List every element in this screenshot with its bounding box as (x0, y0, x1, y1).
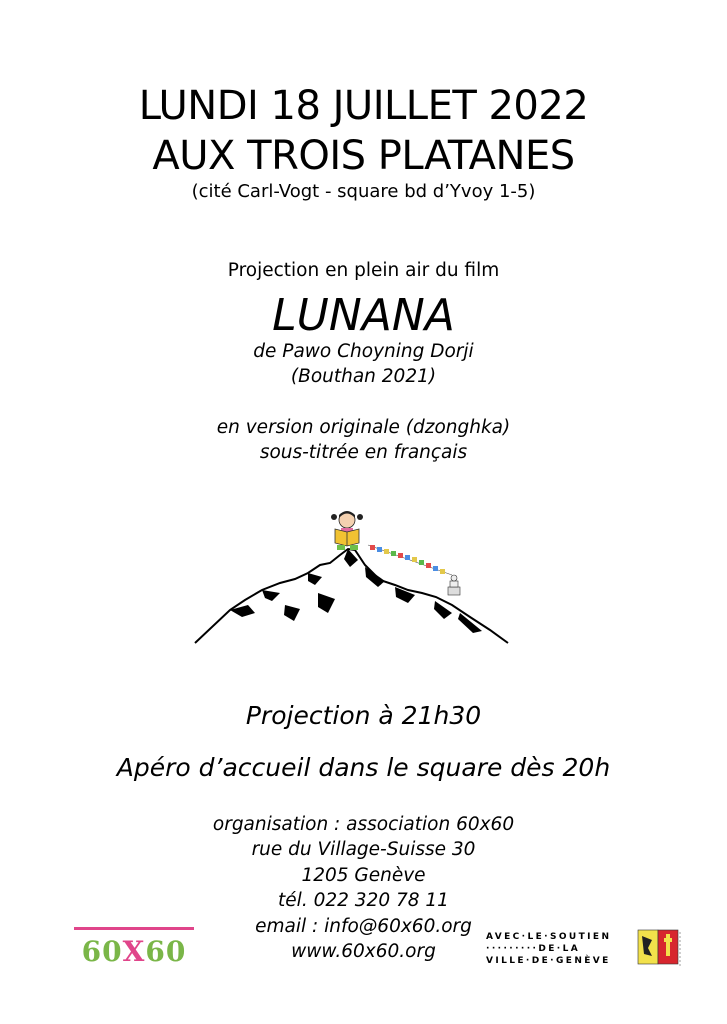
projection-time: Projection à 21h30 (245, 701, 482, 730)
logo-x: X (122, 935, 146, 968)
logo-60-right: 60 (145, 935, 187, 968)
projection-intro: Projection en plein air du film (227, 260, 500, 281)
organisation-line: organisation : association 60x60 (212, 814, 515, 835)
film-director: de Pawo Choyning Dorji (253, 341, 474, 362)
sponsor-block (486, 926, 686, 972)
phone-number: tél. 022 320 78 11 (278, 890, 449, 911)
logo-60-left: 60 (81, 935, 123, 968)
stupa-icon (448, 575, 460, 595)
sponsor-line-3: VILLE·DE·GENÈVE (486, 956, 611, 966)
logo-bar (74, 927, 194, 930)
sponsor-line-2: ·········DE·LA (486, 944, 581, 954)
sponsor-line-1: AVEC·LE·SOUTIEN (486, 932, 612, 942)
event-date-heading: LUNDI 18 JUILLET 2022 (138, 83, 589, 129)
girl-reading-icon (331, 511, 363, 550)
film-version: en version originale (dzonghka) (216, 417, 511, 438)
venue-address: (cité Carl-Vogt - square bd d’Yvoy 1-5) (191, 181, 536, 202)
email-address[interactable]: email : info@60x60.org (255, 916, 472, 937)
mountain-shadow (318, 593, 335, 613)
venue-heading: AUX TROIS PLATANES (152, 133, 575, 179)
logo-text (74, 937, 194, 967)
geneva-coat-of-arms-icon (636, 926, 684, 970)
address-city: 1205 Genève (301, 865, 426, 886)
logo-60x60 (74, 927, 194, 972)
film-title: LUNANA (272, 290, 455, 341)
address-street: rue du Village-Suisse 30 (251, 839, 476, 860)
mountain-shadow (284, 605, 300, 621)
mountain-illustration (190, 505, 520, 655)
mountain-shadow (308, 573, 322, 585)
apero-time: Apéro d’accueil dans le square dès 20h (116, 753, 611, 782)
mountain-shadow (262, 590, 280, 601)
film-origin: (Bouthan 2021) (290, 366, 437, 387)
website-link[interactable]: www.60x60.org (291, 941, 436, 962)
mountain-shadow (365, 567, 385, 587)
prayer-flags (368, 545, 452, 575)
film-subtitles: sous-titrée en français (259, 442, 468, 463)
